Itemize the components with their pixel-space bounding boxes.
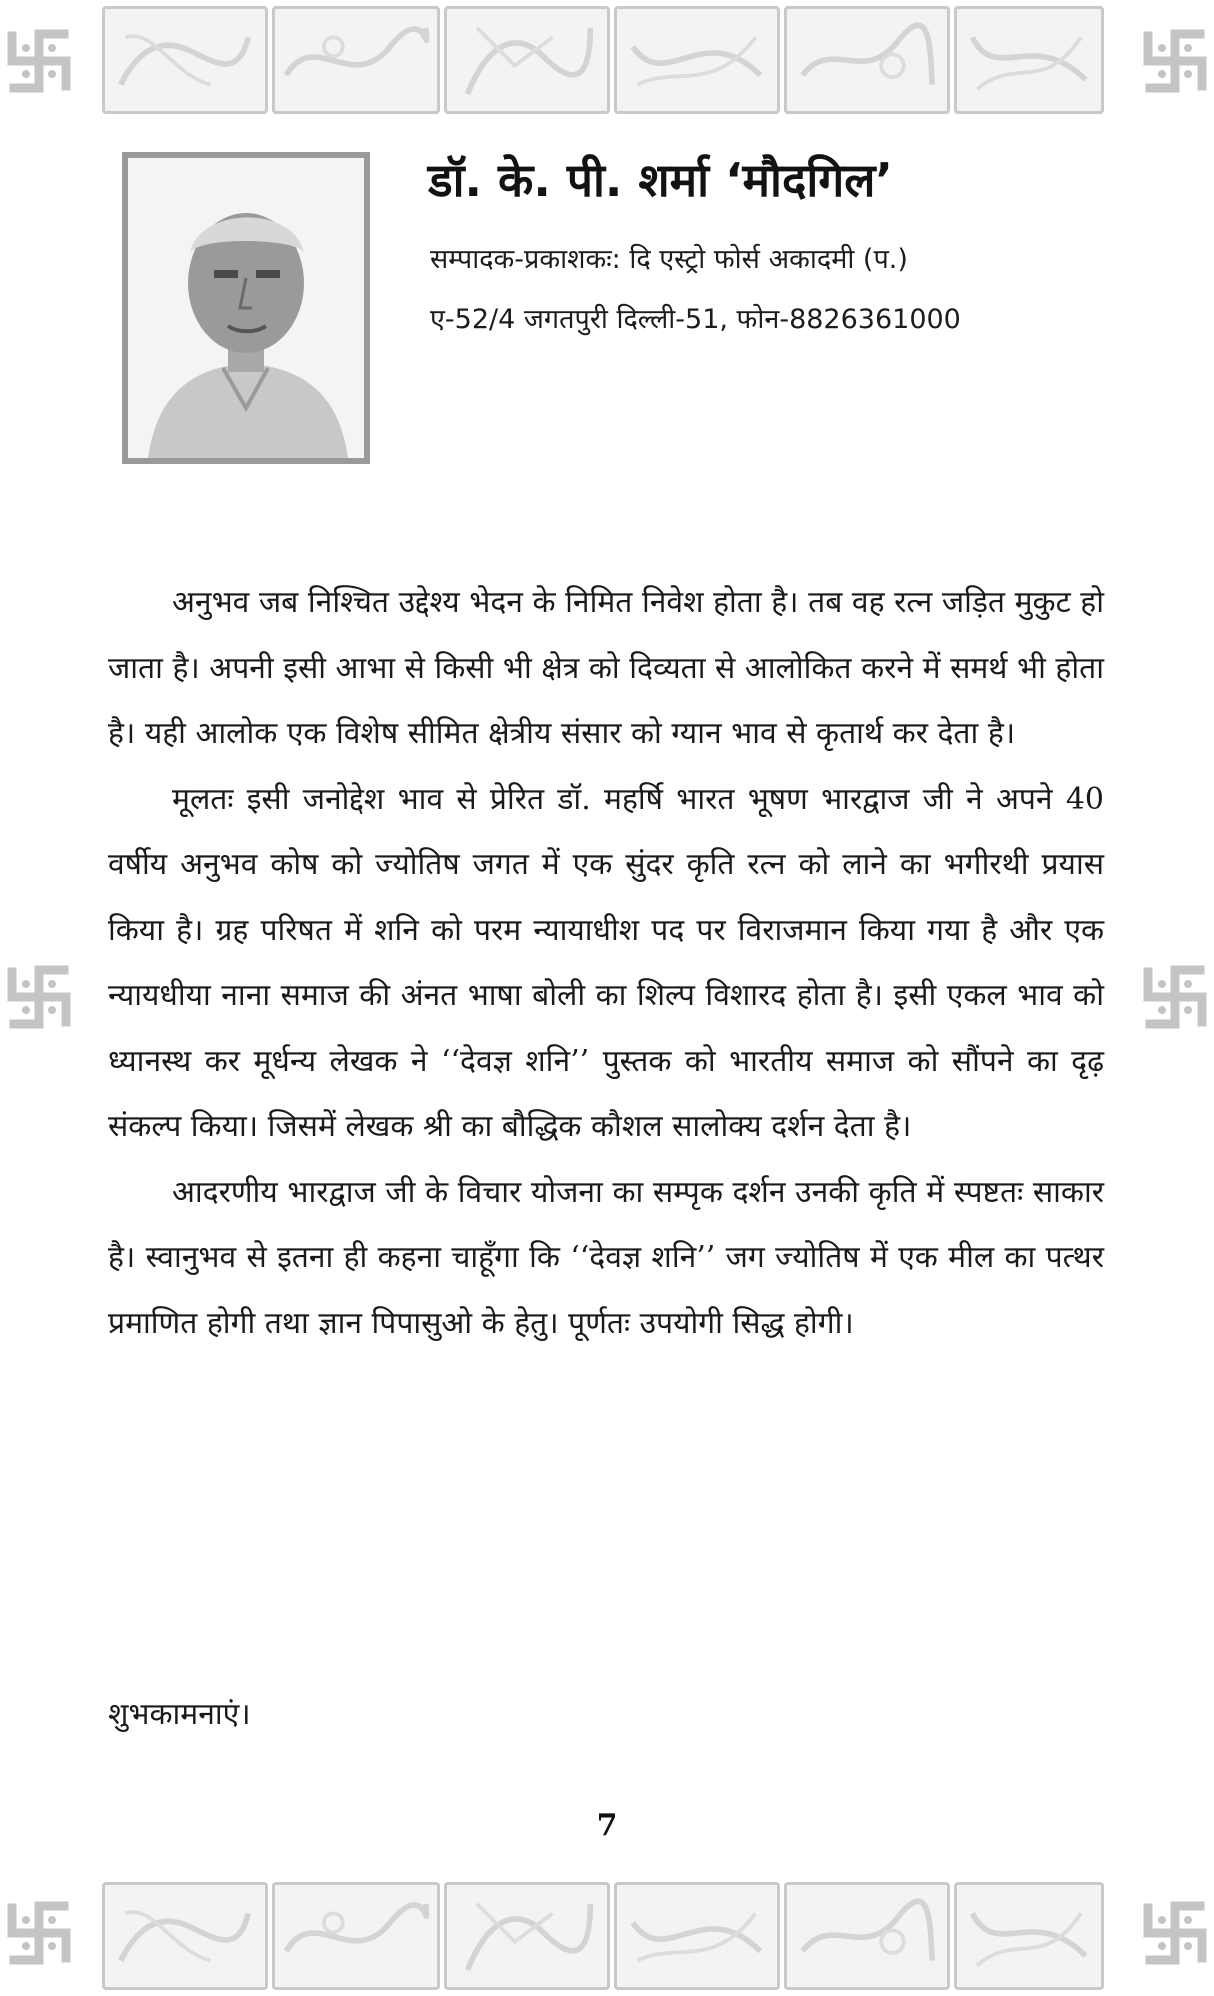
swastika-icon (4, 26, 74, 96)
swastika-icon (1140, 1898, 1210, 1968)
border-panel (954, 1882, 1104, 1990)
border-panel (784, 6, 950, 114)
border-panel (954, 6, 1104, 114)
swastika-icon (1140, 26, 1210, 96)
author-photo (122, 152, 370, 464)
border-panel (102, 6, 268, 114)
body-text (108, 570, 1104, 1356)
swastika-icon (4, 962, 74, 1032)
bottom-decorative-border (0, 1876, 1214, 1996)
border-panel (272, 6, 440, 114)
border-panel (614, 6, 780, 114)
swastika-icon (4, 1898, 74, 1968)
greeting: शुभकामनाएं। (108, 1697, 251, 1732)
border-panel (784, 1882, 950, 1990)
paragraph: अनुभव जब निश्चित उद्देश्य भेदन के निमित निवेश होता है। तब वह रत्न जड़ित मुकुट हो जाता है। अपनी इसी आभा से किसी भी क्षेत्र को दिव्यता से आलोकित करने में समर्थ भी होता है। यही आलोक एक विशेष सीमित क्षेत्रीय संसार को ग्यान भाव से कृतार्थ कर देता है। (108, 585, 1104, 751)
border-panel (102, 1882, 268, 1990)
author-address: ए-52/4 जगतपुरी दिल्ली-51, फोन-8826361000 (430, 304, 961, 335)
swastika-icon (1140, 962, 1210, 1032)
border-panel (614, 1882, 780, 1990)
page-number: 7 (596, 1808, 618, 1843)
border-panel (272, 1882, 440, 1990)
author-name: डॉ. के. पी. शर्मा ‘मौदगिल’ (428, 153, 893, 207)
paragraph: मूलतः इसी जनोद्देश भाव से प्रेरित डॉ. महर्षि भारत भूषण भारद्वाज जी ने अपने 40 वर्षीय अनुभव कोष को ज्योतिष जगत में एक सुंदर कृति रत्न को लाने का भगीरथी प्रयास किया है। ग्रह परिषत में शनि को परम न्यायाधीश पद पर विराजमान किया गया है और एक न्यायधीया नाना समाज की अंनत भाषा बोली का शिल्प विशारद होता है। इसी एकल भाव को ध्यानस्थ कर मूर्धन्य लेखक ने ‘‘देवज्ञ शनि’’ पुस्तक को भारतीय समाज को सौंपने का दृढ़ संकल्प किया। जिसमें लेखक श्री का बौद्धिक कौशल सालोक्य दर्शन देता है। (108, 781, 1104, 1144)
top-decorative-border (0, 0, 1214, 120)
border-panel (444, 6, 610, 114)
author-role: सम्पादक-प्रकाशकः: दि एस्ट्रो फोर्स अकादमी (प.) (430, 244, 908, 275)
border-panel (444, 1882, 610, 1990)
paragraph: आदरणीय भारद्वाज जी के विचार योजना का सम्पृक दर्शन उनकी कृति में स्पष्टतः साकार है। स्वानुभव से इतना ही कहना चाहूँगा कि ‘‘देवज्ञ शनि’’ जग ज्योतिष में एक मील का पत्थर प्रमाणित होगी तथा ज्ञान पिपासुओ के हेतु। पूर्णतः उपयोगी सिद्ध होगी। (108, 1174, 1104, 1341)
